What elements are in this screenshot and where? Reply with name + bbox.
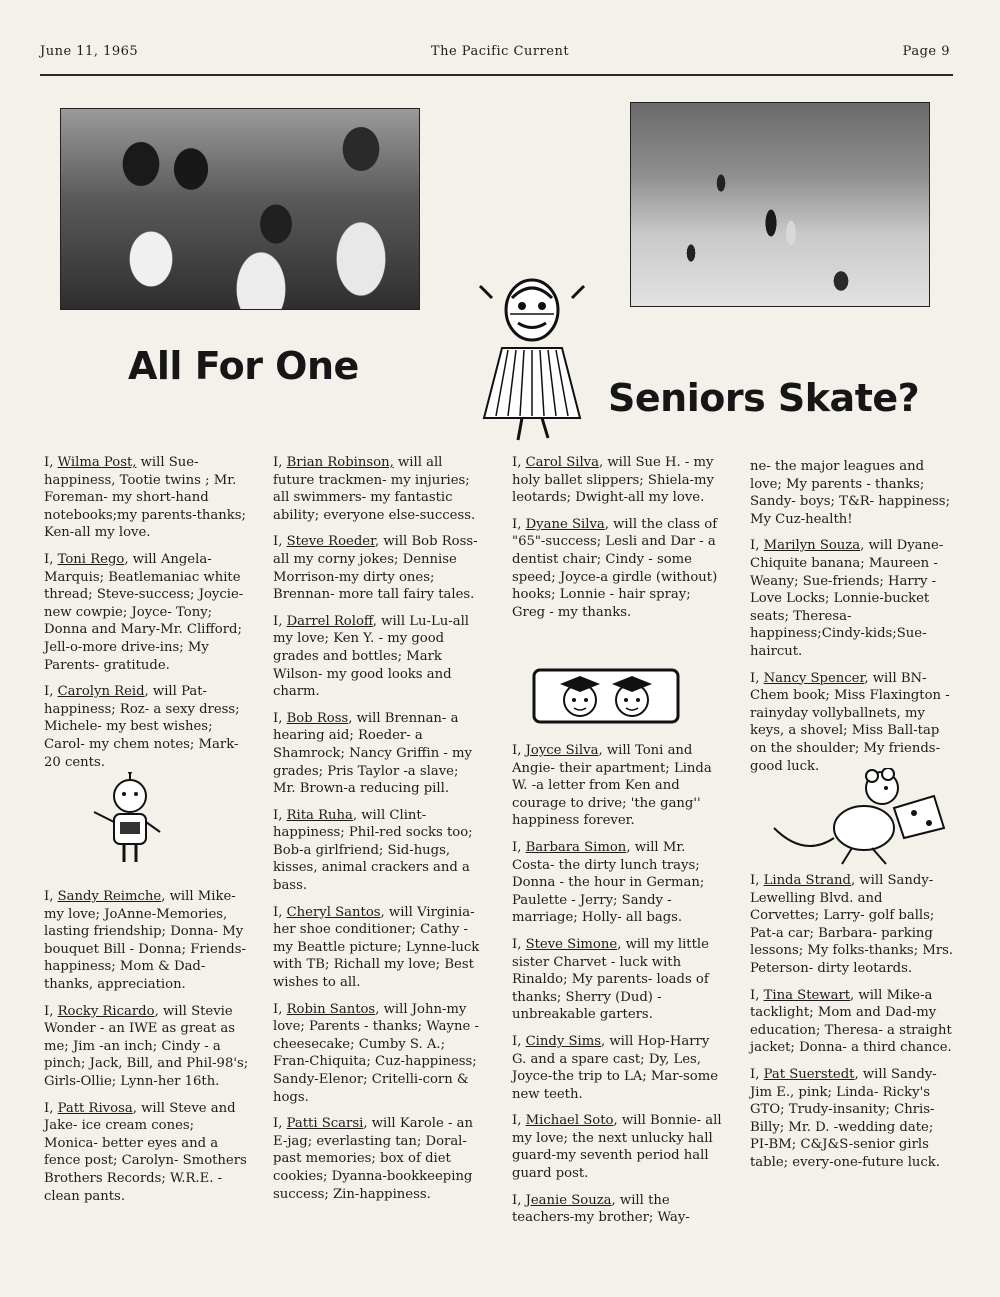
student-name: Cheryl Santos xyxy=(286,904,381,920)
will-entry: I, Sandy Reimche, will Mike-my love; JoAnne-Memories, lasting friendship; Donna- My bouquet Bill - Donna; Friends-happiness; Mom & Dad-thanks, appreciation. xyxy=(44,889,246,993)
student-name: Barbara Simon xyxy=(525,839,627,855)
student-name: Patt Rivosa xyxy=(57,1100,133,1116)
column-4 xyxy=(750,458,955,784)
column-2 xyxy=(273,454,483,1212)
will-entry: I, Tina Stewart, will Mike-a tacklight; Mom and Dad-my education; Theresa- a straight jacket; Donna- a third chance. xyxy=(750,987,952,1056)
will-entry: I, Cheryl Santos, will Virginia-her shoe conditioner; Cathy - my Beattle picture; Lynne-luck with TB; Richall my love; Best wishes to all. xyxy=(273,904,480,991)
student-name: Carolyn Reid xyxy=(57,684,145,700)
student-name: Rocky Ricardo xyxy=(57,1003,155,1019)
will-entry: I, Nancy Spencer, will BN-Chem book; Miss Flaxington -rainyday vollyballnets, my keys, a shovel; Miss Ball-tap on the shoulder; My friends-good luck. xyxy=(750,670,950,774)
headline-all-for-one: All For One xyxy=(128,344,359,388)
will-entry: I, Marilyn Souza, will Dyane-Chiquite banana; Maureen - Weany; Sue-friends; Harry - Love Locks; Lonnie-bucket seats; Theresa-happiness;Cindy-kids;Sue-haircut. xyxy=(750,538,944,659)
will-entry: I, Steve Simone, will my little sister Charvet - luck with Rinaldo; My parents- loads of thanks; Sherry (Dud) -unbreakable garters. xyxy=(512,936,709,1023)
will-entry: I, Wilma Post, will Sue-happiness, Tootie twins ; Mr. Foreman- my short-hand notebooks;my parents-thanks; Ken-all my love. xyxy=(44,455,246,541)
student-name: Wilma Post, xyxy=(57,455,137,470)
robot-cartoon xyxy=(90,772,170,867)
student-name: Patti Scarsi xyxy=(286,1116,364,1132)
student-name: Darrel Roloff xyxy=(286,613,373,629)
will-entry: I, Brian Robinson, will all future trackmen- my injuries; all swimmers- my fantastic ability; everyone else-success. xyxy=(273,455,476,523)
header-date: June 11, 1965 xyxy=(40,44,139,59)
mouse-with-cheese-cartoon xyxy=(764,768,954,868)
column-3-continued xyxy=(512,742,722,1236)
student-name: Nancy Spencer xyxy=(763,670,865,686)
column-4-continued xyxy=(750,872,955,1181)
photo-celebrating-students xyxy=(60,108,420,310)
will-entry: I, Carolyn Reid, will Pat-happiness; Roz- a sexy dress; Michele- my best wishes; Carol- my chem notes; Mark-20 cents. xyxy=(44,684,240,770)
will-entry: I, Toni Rego, will Angela-Marquis; Beatlemaniac white thread; Steve-success; Joycie- new cowpie; Joyce- Tony; Donna and Mary-Mr. Clifford; Jell-o-more drive-ins; My Parents- gratitude. xyxy=(44,551,244,673)
graduates-cartoon xyxy=(532,666,680,726)
headline-seniors-skate: Seniors Skate? xyxy=(608,376,920,420)
student-name: Robin Santos xyxy=(286,1001,376,1017)
will-entry: I, Linda Strand, will Sandy-Lewelling Blvd. and Corvettes; Larry- golf balls; Pat-a car; Barbara- parking lessons; My folks-thanks; Mrs. Peterson- dirty leotards. xyxy=(750,873,954,976)
will-entry: I, Dyane Silva, will the class of "65"-success; Lesli and Dar - a dentist chair; Cindy - some speed; Joyce-a girdle (without) hooks; Lonnie - hair spray; Greg - my thanks. xyxy=(512,516,718,620)
student-name: Steve Simone xyxy=(525,936,618,952)
will-entry: I, Cindy Sims, will Hop-Harry G. and a spare cast; Dy, Les, Joyce-the trip to LA; Mar-some new teeth. xyxy=(512,1033,719,1102)
student-name: Carol Silva xyxy=(525,455,599,470)
will-entry: I, Patt Rivosa, will Steve and Jake- ice cream cones; Monica- better eyes and a fence post; Carolyn- Smothers Brothers Records; W.R.E. - clean pants. xyxy=(44,1100,247,1204)
will-entry: I, Robin Santos, will John-my love; Parents - thanks; Wayne -cheesecake; Cumby S. A.; Fran-Chiquita; Cuz-happiness; Sandy-Elenor; Critelli-corn & hogs. xyxy=(273,1001,479,1105)
will-entry: I, Jeanie Souza, will the teachers-my brother; Way- xyxy=(512,1192,690,1226)
will-entry: I, Pat Suerstedt, will Sandy-Jim E., pink; Linda- Ricky's GTO; Trudy-insanity; Chris-Billy; Mr. D. -wedding date; PI-BM; C&J&S-senior girls table; every-one-future luck. xyxy=(750,1066,940,1170)
will-entry: I, Carol Silva, will Sue H. - my holy ballet slippers; Shiela-my leotards; Dwight-all my love. xyxy=(512,455,714,506)
will-entry: I, Barbara Simon, will Mr. Costa- the dirty lunch trays; Donna - the hour in German; Paulette - Jerry; Sandy -marriage; Holly- all bags. xyxy=(512,839,705,926)
will-entry: I, Patti Scarsi, will Karole - an E-jag; everlasting tan; Doral-past memories; box of diet cookies; Dyanna-bookkeeping success; Zin-happiness. xyxy=(273,1116,474,1202)
newspaper-title: The Pacific Current xyxy=(430,44,570,59)
photo-skating-rink xyxy=(630,102,930,307)
student-name: Marilyn Souza xyxy=(763,538,861,554)
student-name: Bob Ross xyxy=(286,710,349,726)
will-entry: I, Bob Ross, will Brennan- a hearing aid; Roeder- a Shamrock; Nancy Griffin - my grades; Pris Taylor -a slave; Mr. Brown-a reducing pill. xyxy=(273,710,473,797)
student-name: Linda Strand xyxy=(763,873,851,888)
will-entry: I, Joyce Silva, will Toni and Angie- their apartment; Linda W. -a letter from Ken and courage to drive; 'the gang'' happiness forever. xyxy=(512,743,712,829)
student-name: Dyane Silva xyxy=(525,516,605,532)
will-entry-continued: ne- the major leagues and love; My parents - thanks; Sandy- boys; T&R- happiness; My Cuz-health! xyxy=(750,459,951,527)
will-entry: I, Darrel Roloff, will Lu-Lu-all my love; Ken Y. - my good grades and bottles; Mark Wilson- my good looks and charm. xyxy=(273,613,470,700)
student-name: Sandy Reimche xyxy=(57,889,162,905)
student-name: Michael Soto xyxy=(525,1113,614,1129)
will-entry: I, Rocky Ricardo, will Stevie Wonder - an IWE as great as me; Jim -an inch; Cindy - a pinch; Jack, Bill, and Phil-98's; Girls-Ollie; Lynn-her 16th. xyxy=(44,1003,249,1090)
student-name: Joyce Silva xyxy=(525,743,599,758)
page-number: Page 9 xyxy=(902,44,950,59)
column-3 xyxy=(512,454,722,630)
student-name: Cindy Sims xyxy=(525,1033,602,1049)
will-entry: I, Steve Roeder, will Bob Ross- all my corny jokes; Dennise Morrison-my dirty ones; Brennan- more tall fairy tales. xyxy=(273,534,478,603)
student-name: Toni Rego xyxy=(57,551,125,567)
student-name: Rita Ruha xyxy=(286,807,353,823)
student-name: Tina Stewart xyxy=(763,987,851,1003)
student-name: Brian Robinson, xyxy=(286,455,394,470)
student-name: Steve Roeder xyxy=(286,534,375,550)
tiki-figure-cartoon xyxy=(462,268,602,448)
will-entry: I, Rita Ruha, will Clint-happiness; Phil-red socks too; Bob-a girlfriend; Sid-hugs, kisses, animal crackers and a bass. xyxy=(273,807,473,894)
header-rule xyxy=(40,74,953,76)
student-name: Pat Suerstedt xyxy=(763,1066,855,1082)
will-entry: I, Michael Soto, will Bonnie- all my love; the next unlucky hall guard-my seventh period hall guard post. xyxy=(512,1113,722,1182)
student-name: Jeanie Souza xyxy=(525,1192,612,1208)
